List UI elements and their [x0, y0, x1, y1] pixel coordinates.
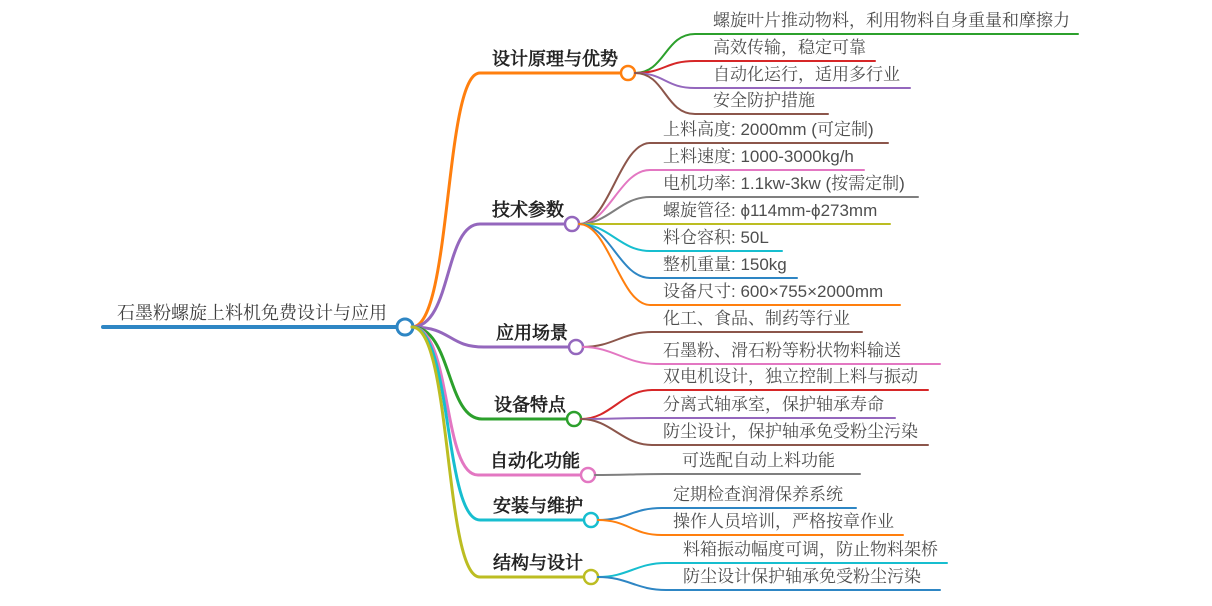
sub-topic[interactable]: 定期检查润滑保养系统 [673, 485, 843, 504]
branch-topic[interactable]: 技术参数 [492, 200, 564, 220]
sub-topic[interactable]: 石墨粉、滑石粉等粉状物料输送 [663, 341, 901, 360]
leaf-connector [581, 418, 895, 419]
branch-toggle-circle[interactable] [567, 412, 581, 426]
sub-topic[interactable]: 电机功率: 1.1kw-3kw (按需定制) [663, 174, 905, 193]
sub-topic[interactable]: 自动化运行，适用多行业 [713, 65, 900, 84]
branch-toggle-circle[interactable] [581, 468, 595, 482]
leaf-connector [595, 474, 860, 475]
branch-connector [412, 224, 564, 327]
root-topic[interactable]: 石墨粉螺旋上料机免费设计与应用 [117, 303, 387, 323]
branch-topic[interactable]: 应用场景 [496, 323, 568, 343]
sub-topic[interactable]: 料仓容积: 50L [663, 228, 769, 247]
branch-toggle-circle[interactable] [584, 513, 598, 527]
branch-toggle-circle[interactable] [569, 340, 583, 354]
branch-toggle-circle[interactable] [584, 570, 598, 584]
branch-toggle-circle[interactable] [621, 66, 635, 80]
sub-topic[interactable]: 分离式轴承室，保护轴承寿命 [663, 395, 884, 414]
sub-topic[interactable]: 操作人员培训，严格按章作业 [673, 512, 894, 531]
branch-toggle-circle[interactable] [565, 217, 579, 231]
sub-topic[interactable]: 安全防护措施 [713, 91, 815, 110]
sub-topic[interactable]: 螺旋叶片推动物料，利用物料自身重量和摩擦力 [713, 11, 1070, 30]
sub-topic[interactable]: 化工、食品、制药等行业 [663, 309, 850, 328]
sub-topic[interactable]: 防尘设计保护轴承免受粉尘污染 [683, 567, 921, 586]
sub-topic[interactable]: 螺旋管径: ϕ114mm-ϕ273mm [663, 201, 878, 220]
branch-topic[interactable]: 结构与设计 [493, 553, 583, 573]
sub-topic[interactable]: 设备尺寸: 600×755×2000mm [663, 282, 884, 301]
branch-topic[interactable]: 安装与维护 [493, 496, 583, 516]
sub-topic[interactable]: 料箱振动幅度可调，防止物料架桥 [683, 540, 938, 559]
sub-topic[interactable]: 上料速度: 1000-3000kg/h [663, 147, 854, 166]
branch-topic[interactable]: 自动化功能 [490, 451, 580, 471]
branch-topic[interactable]: 设备特点 [494, 395, 566, 415]
sub-topic[interactable]: 高效传输，稳定可靠 [713, 38, 866, 57]
sub-topic[interactable]: 双电机设计，独立控制上料与振动 [663, 367, 918, 386]
sub-topic[interactable]: 上料高度: 2000mm (可定制) [663, 120, 874, 139]
sub-topic[interactable]: 整机重量: 150kg [663, 255, 787, 274]
sub-topic[interactable]: 防尘设计，保护轴承免受粉尘污染 [663, 422, 918, 441]
sub-topic[interactable]: 可选配自动上料功能 [682, 451, 835, 470]
branch-topic[interactable]: 设计原理与优势 [492, 49, 618, 69]
